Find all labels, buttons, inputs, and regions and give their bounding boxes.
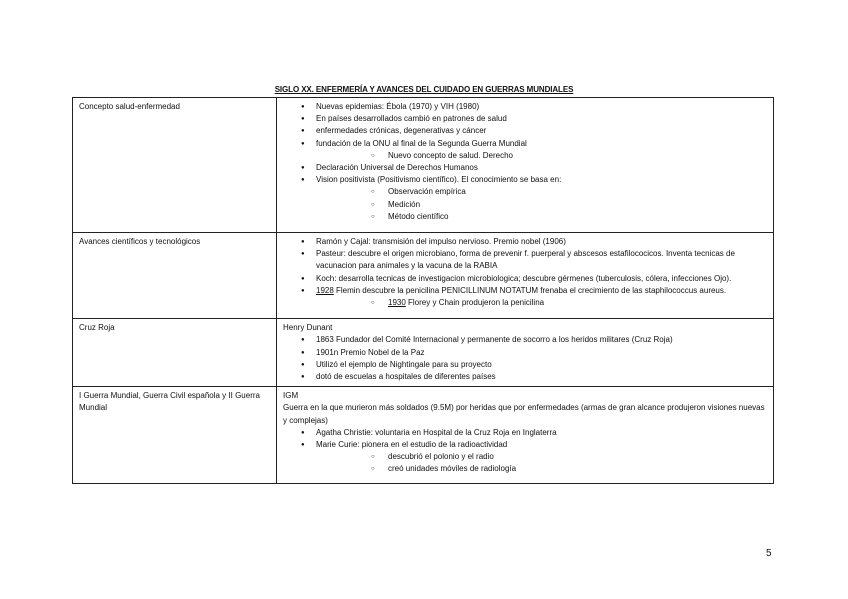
- sub-list-item: ○ descubrió el polonio y el radio: [316, 451, 769, 463]
- content-cell: [277, 98, 774, 233]
- list-item: ● Utilizó el ejemplo de Nightingale para su proyecto: [283, 359, 769, 371]
- bullet-list: [283, 101, 769, 223]
- page-number: 5: [766, 548, 772, 559]
- topic-cell: Concepto salud-enfermedad: [73, 98, 277, 233]
- sub-list: [316, 451, 769, 475]
- sub-list: [316, 150, 769, 162]
- topic-cell: I Guerra Mundial, Guerra Civil española y II Guerra Mundial: [73, 387, 277, 483]
- list-item: ● Agatha Christie: voluntaria en Hospital de la Cruz Roja en Inglaterra: [283, 427, 769, 439]
- list-item-text: fundación de la ONU al final de la Segunda Guerra Mundial: [316, 138, 527, 148]
- list-item-text: Marie Curie: pionera en el estudio de la radioactividad: [316, 440, 508, 450]
- list-item: ● 1863 Fundador del Comité Internacional y permanente de socorro a los heridos militares (Cruz Roja): [283, 334, 769, 346]
- sub-list: [316, 186, 769, 223]
- sub-list-item: [316, 297, 769, 309]
- list-item-text: Vision positivista (Positivismo científico). El conocimiento se basa en:: [316, 175, 562, 185]
- sub-list-item: ○ Método científico: [316, 211, 769, 223]
- list-item: [283, 439, 769, 476]
- bullet-list: [283, 236, 769, 309]
- cell-heading: Henry Dunant: [283, 323, 333, 333]
- list-item: ● Koch: desarrolla tecnicas de investigacion microbiologica; descubre gérmenes (tuberculosis, cólera, infecciones Ojo).: [283, 273, 769, 285]
- sub-list-item: ○ Observación empírica: [316, 186, 769, 198]
- table-row: [73, 98, 774, 233]
- bullet-list: [283, 334, 769, 383]
- table-row: [73, 319, 774, 387]
- cell-heading: IGM: [283, 391, 299, 401]
- list-item: ● Ramón y Cajal: transmisión del impulso nervioso. Premio nobel (1906): [283, 236, 769, 248]
- list-item: ● Nuevas epidemias: Ébola (1970) y VIH (1980): [283, 101, 769, 113]
- list-item: ● Declaración Universal de Derechos Humanos: [283, 162, 769, 174]
- list-item: [283, 174, 769, 223]
- list-item-text: Flemin descubre la penicilina PENICILLINUM NOTATUM frenaba el crecimiento de las staphilococcus aureus.: [333, 285, 727, 295]
- sub-list-item: ○ Nuevo concepto de salud. Derecho: [316, 150, 769, 162]
- content-cell: [277, 233, 774, 319]
- table-row: [73, 387, 774, 483]
- list-item: [283, 285, 769, 309]
- year-label: 1930: [388, 298, 406, 308]
- sub-list-item: ○ creó unidades móviles de radiología: [316, 463, 769, 475]
- sub-list: [316, 297, 769, 309]
- sub-list-item-text: Florey y Chain produjeron la penicilina: [405, 298, 545, 308]
- topic-cell: Cruz Roja: [73, 319, 277, 387]
- table-row: [73, 233, 774, 319]
- list-item: ● En países desarrollados cambió en patrones de salud: [283, 113, 769, 125]
- list-item: ● Pasteur: descubre el origen microbiano, forma de prevenir f. puerperal y abscesos estafilococicos. Inventa tecnicas de vacunacion para animales y la vacuna de la RABIA: [283, 248, 769, 272]
- year-label: 1928: [316, 285, 334, 295]
- topic-cell: Avances científicos y tecnológicos: [73, 233, 277, 319]
- content-table: [72, 97, 774, 484]
- content-cell: [277, 387, 774, 483]
- sub-list-item: ○ Medición: [316, 199, 769, 211]
- page-title: SIGLO XX. ENFERMERÍA Y AVANCES DEL CUIDADO EN GUERRAS MUNDIALES: [274, 85, 574, 94]
- bullet-list: [283, 427, 769, 476]
- list-item: [283, 138, 769, 162]
- list-item: ● enfermedades crónicas, degenerativas y cáncer: [283, 125, 769, 137]
- content-cell: [277, 319, 774, 387]
- list-item: ● 1901n Premio Nobel de la Paz: [283, 347, 769, 359]
- cell-paragraph: Guerra en la que murieron más soldados (9.5M) por heridas que por enfermedades (armas de gran alcance produjeron visiones nuevas y complejas): [283, 403, 765, 425]
- list-item: ● dotó de escuelas a hospitales de diferentes países: [283, 371, 769, 383]
